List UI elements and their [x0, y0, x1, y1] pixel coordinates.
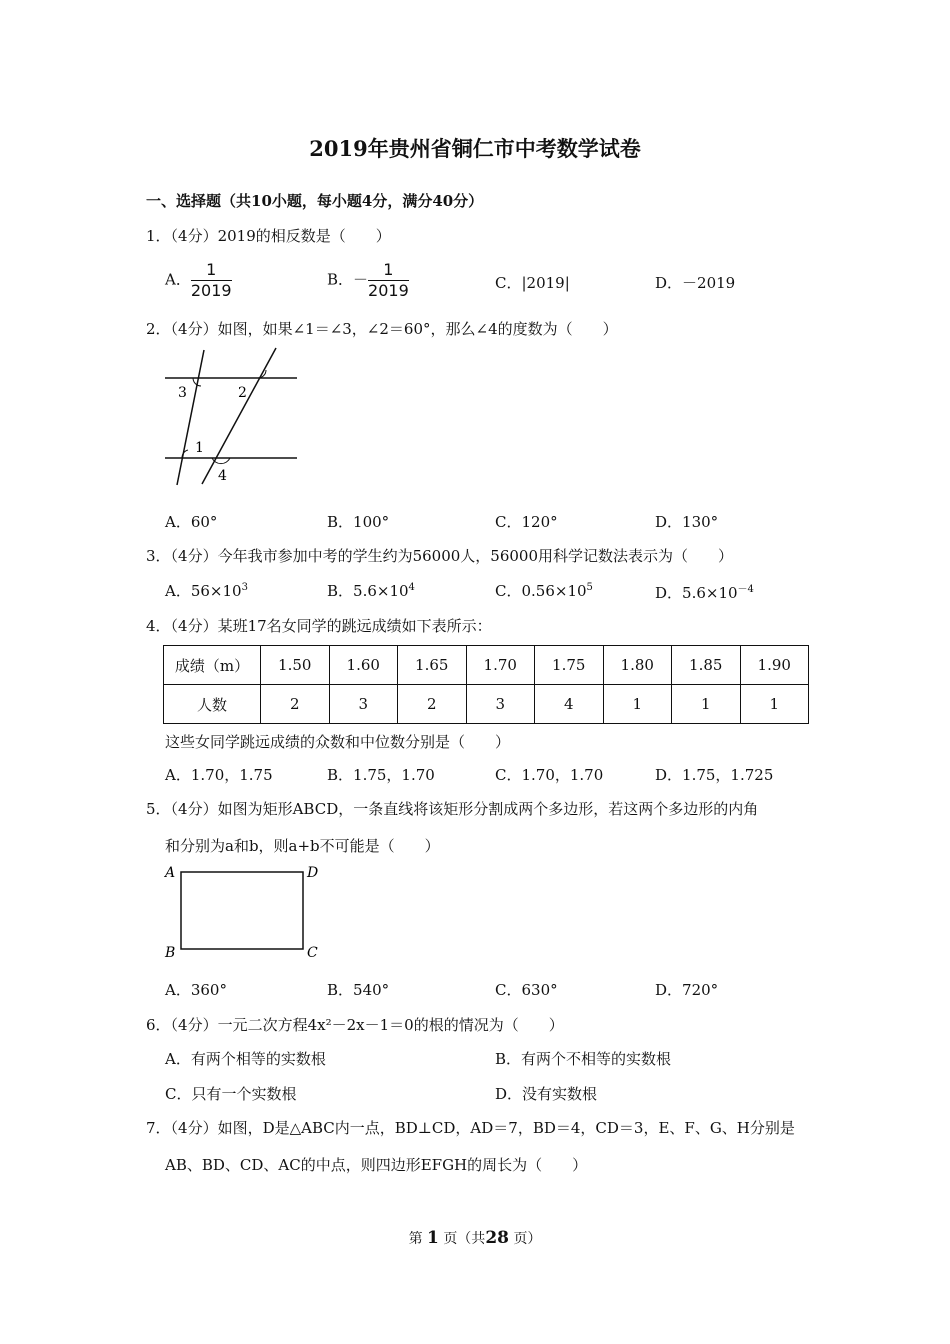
table-cell: 1.75	[535, 646, 604, 685]
q1-option-d: D．－2019	[655, 274, 736, 292]
q1-option-b: B．－ $\frac{1}{2019}$	[327, 260, 409, 300]
q2-stem: 2．（4分）如图，如果∠1＝∠3，∠2＝60°，那么∠4的度数为（ ）	[146, 320, 618, 338]
q6-stem: 6．（4分）一元二次方程4x²－2x－1＝0的根的情况为（ ）	[146, 1016, 564, 1034]
scores-table	[163, 645, 809, 724]
page-title: 2019年贵州省铜仁市中考数学试卷	[309, 136, 641, 161]
q5-stem-line2: 和分别为a和b，则a+b不可能是（ ）	[165, 837, 440, 855]
q4-option-a: A．1.70，1.75	[165, 766, 273, 784]
q3-option-d: D．$5.6\times 10^{-4}$	[655, 584, 754, 602]
table-cell: 3	[329, 685, 398, 724]
q7-stem-line2: AB、BD、CD、AC的中点，则四边形EFGH的周长为（ ）	[165, 1156, 588, 1174]
page-footer: 第 1 页（共28 页）	[408, 1228, 542, 1248]
table-cell: 4	[535, 685, 604, 724]
q3-option-b: B．$5.6\times 10^4$	[327, 582, 415, 600]
q6-option-d: D．没有实数根	[495, 1085, 598, 1103]
angle-label-3: 3	[178, 385, 187, 401]
q3-option-a: A．$56\times 10^3$	[165, 582, 248, 600]
q1-option-a: A． $\frac{1}{2019}$	[165, 260, 232, 300]
table-cell: 2	[261, 685, 330, 724]
fraction-numerator: 1	[368, 260, 409, 281]
angle-label-1: 1	[195, 440, 204, 456]
q1-option-c: C．|2019|	[495, 274, 570, 292]
table-cell: 1.90	[740, 646, 809, 685]
table-header-cell: 人数	[164, 685, 261, 724]
angle-label-4: 4	[218, 468, 227, 484]
q3-stem: 3．（4分）今年我市参加中考的学生约为56000人，56000用科学记数法表示为（ ）	[146, 547, 734, 565]
q5-option-a: A．360°	[165, 981, 227, 999]
table-cell: 1	[740, 685, 809, 724]
table-cell: 1.85	[672, 646, 741, 685]
table-cell: 1.50	[261, 646, 330, 685]
table-cell: 2	[398, 685, 467, 724]
q5-option-b: B．540°	[327, 981, 390, 999]
section-heading: 一、选择题（共10小题，每小题4分，满分40分）	[146, 192, 484, 210]
table-cell: 1.60	[329, 646, 398, 685]
angle-label-2: 2	[238, 385, 247, 401]
vertex-label-b: B	[165, 945, 176, 961]
q2-option-c: C．120°	[495, 513, 558, 531]
table-row	[164, 685, 809, 724]
q6-option-a: A．有两个相等的实数根	[165, 1050, 326, 1068]
fraction-denominator: 2019	[190, 281, 232, 300]
vertex-label-a: A	[165, 865, 176, 881]
q5-option-c: C．630°	[495, 981, 558, 999]
vertex-label-d: D	[307, 865, 319, 881]
q2-option-b: B．100°	[327, 513, 390, 531]
q4-follow-up: 这些女同学跳远成绩的众数和中位数分别是（ ）	[165, 733, 511, 751]
q2-option-a: A．60°	[165, 513, 218, 531]
q2-option-d: D．130°	[655, 513, 719, 531]
page-number: 1	[427, 1228, 439, 1248]
q5-stem-line1: 5．（4分）如图为矩形ABCD，一条直线将该矩形分割成两个多边形，若这两个多边形的内角	[146, 800, 759, 818]
table-cell: 1	[672, 685, 741, 724]
parallel-lines-figure	[160, 345, 305, 490]
vertex-label-c: C	[307, 945, 318, 961]
q4-option-d: D．1.75，1.725	[655, 766, 774, 784]
q5-option-d: D．720°	[655, 981, 719, 999]
q7-stem-line1: 7．（4分）如图，D是△ABC内一点，BD⊥CD，AD＝7，BD＝4，CD＝3，E、F、G、H分别是	[146, 1119, 795, 1137]
table-cell: 1.80	[603, 646, 672, 685]
table-header-cell: 成绩（m）	[164, 646, 261, 685]
fraction-numerator: 1	[191, 260, 232, 281]
rectangle-abcd-figure	[160, 860, 325, 965]
fraction-denominator: 2019	[368, 281, 409, 300]
q4-option-b: B．1.75，1.70	[327, 766, 435, 784]
q6-option-c: C．只有一个实数根	[165, 1085, 297, 1103]
table-cell: 1	[603, 685, 672, 724]
table-cell: 1.65	[398, 646, 467, 685]
q6-option-b: B．有两个不相等的实数根	[495, 1050, 672, 1068]
page-total: 28	[485, 1228, 509, 1248]
q4-stem: 4．（4分）某班17名女同学的跳远成绩如下表所示：	[146, 617, 492, 635]
q4-option-c: C．1.70，1.70	[495, 766, 604, 784]
q3-option-c: C．$0.56\times 10^5$	[495, 582, 593, 600]
table-cell: 1.70	[466, 646, 535, 685]
table-row	[164, 646, 809, 685]
table-cell: 3	[466, 685, 535, 724]
q1-stem: 1．（4分）2019的相反数是（ ）	[146, 227, 391, 245]
